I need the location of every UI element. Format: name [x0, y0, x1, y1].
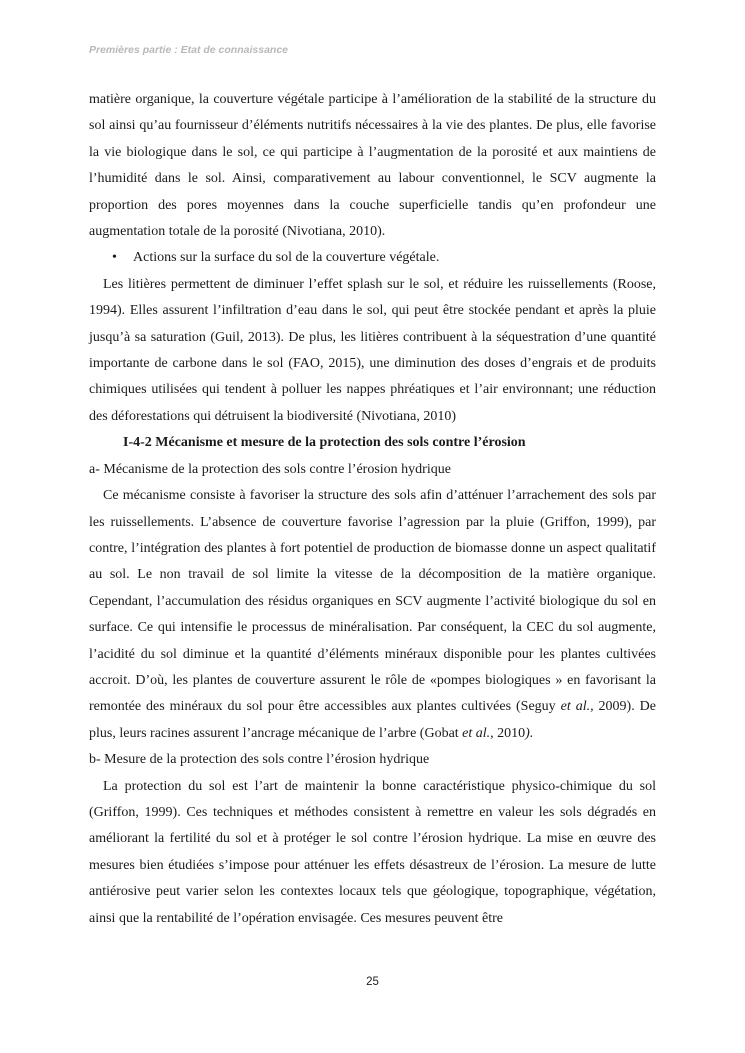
page-body — [89, 87, 656, 932]
bullet-dot-icon: • — [112, 250, 117, 266]
subheading-a: a- Mécanisme de la protection des sols contre l’érosion hydrique — [89, 461, 451, 477]
paragraph-intro: matière organique, la couverture végétale participe à l’amélioration de la stabilité de la structure du sol ainsi qu’au fournisseur d’éléments nutritifs nécessaires à la vie des plantes. De plus, elle favorise la vie biologique dans le sol, ce qui participe à l’augmentation de la porosité et aux maintiens de l’humidité dans le sol. Ainsi, comparativement au labour conventionnel, le SCV augmente la proportion des pores moyennes dans la couche superficielle tandis qu’en profondeur une augmentation totale de la porosité (Nivotiana, 2010). — [89, 92, 656, 240]
page-number: 25 — [366, 976, 379, 988]
citation-et-al: et al., — [560, 699, 594, 715]
running-header: Premières partie : Etat de connaissance — [89, 44, 289, 56]
paragraph-mecanisme-end: ). — [525, 725, 534, 741]
paragraph-litieres: Les litières permettent de diminuer l’effet splash sur le sol, et réduire les ruissellements (Roose, 1994). Elles assurent l’infiltration d’eau dans le sol, qui peut être stockée pendant et après la pluie jusqu’à sa saturation (Guil, 2013). De plus, les litières contribuent à la séquestration d’une quantité importante de carbone dans le sol (FAO, 2015), une diminution des doses d’engrais et de produits chimiques utilisées qui tendent à polluer les nappes phréatiques et l’air environnant; une réduction des déforestations qui détruisent la biodiversité (Nivotiana, 2010) — [89, 276, 656, 424]
bullet-text: Actions sur la surface du sol de la couverture végétale. — [133, 250, 440, 266]
paragraph-mecanisme-part1: Ce mécanisme consiste à favoriser la structure des sols afin d’atténuer l’arrachement des sols par les ruissellements. L’absence de couverture favorise l’agression par la pluie (Griffon, 1999), par contre, l’intégration des plantes à fort potentiel de production de biomasse donne un aspect qualitatif au sol. Le non travail de sol limite la vitesse de la décomposition de la matière organique. Cependant, l’accumulation des résidus organiques en SCV augmente l’activité biologique du sol en surface. Ce qui intensifie le processus de minéralisation. Par conséquent, la CEC du sol augmente, l’acidité du sol diminue et la quantité d’éléments minéraux disponible pour les plantes cultivées accroit. D’où, les plantes de couverture assurent le rôle de «pompes biologiques » en favorisant la remontée des minéraux du sol pour être accessibles aux plantes cultivées (Seguy — [89, 488, 656, 715]
paragraph-mecanisme-part2: 2009). De plus, leurs racines assurent l’ancrage mécanique de l’arbre (Gobat — [89, 699, 657, 741]
paragraph-mecanisme — [89, 483, 656, 747]
subheading-b: b- Mesure de la protection des sols contre l’érosion hydrique — [89, 752, 430, 768]
section-heading: I-4-2 Mécanisme et mesure de la protection des sols contre l’érosion — [123, 435, 526, 451]
bullet-item — [89, 245, 656, 271]
paragraph-mecanisme-part3: 2010 — [493, 725, 526, 741]
citation-et-al: et al., — [462, 725, 494, 741]
paragraph-mesure: La protection du sol est l’art de maintenir la bonne caractéristique physico-chimique du sol (Griffon, 1999). Ces techniques et méthodes consistent à remettre en valeur les sols dégradés en améliorant la fertilité du sol et à protéger le sol contre l’érosion hydrique. La mise en œuvre des mesures bien étudiées s’impose pour atténuer les effets désastreux de l’érosion. La mesure de lutte antiérosive peut varier selon les contextes locaux tels que géologique, topographique, végétation, ainsi que la rentabilité de l’opération envisagée. Ces mesures peuvent être — [89, 778, 656, 926]
